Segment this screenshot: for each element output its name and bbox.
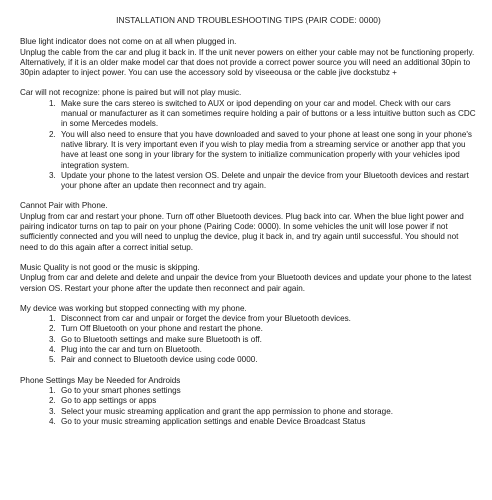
section-body: Unplug the cable from the car and plug it back in. If the unit never powers on either your cable may not be functioning properly. Alternatively, if it is an older make model car that does not provide a correct power source you will need an additional 30pin to 30pin adapter to inject power. You can use the accessory sold by viseeousa or the cable jive dockstubz +	[20, 47, 475, 78]
section-car-not-recognize	[20, 88, 477, 191]
section-heading: Music Quality is not good or the music is skipping.	[20, 262, 200, 272]
section-body: Unplug from car and delete and delete and unpair the device from your Bluetooth devices and update your phone to the latest version OS. Restart your phone after the update then reconnect and pair again.	[20, 273, 472, 293]
section-heading: Car will not recognize: phone is paired but will not play music.	[20, 88, 242, 98]
section-heading: My device was working but stopped connecting with my phone.	[20, 303, 247, 313]
section-heading: Phone Settings May be Needed for Androids	[20, 375, 181, 385]
section-stopped-connecting	[20, 304, 477, 366]
numbered-list	[20, 99, 477, 192]
list-item: 2. Go to app settings or apps	[58, 396, 477, 406]
numbered-list	[20, 314, 477, 365]
section-music-quality	[20, 263, 477, 294]
list-item: 5. Pair and connect to Bluetooth device using code 0000.	[58, 355, 477, 365]
section-cannot-pair	[20, 201, 477, 252]
list-item: 4. Plug into the car and turn on Bluetooth.	[58, 345, 477, 355]
list-item: 1. Make sure the cars stereo is switched to AUX or ipod depending on your car and model. Check with our cars manual or manufacturer as it can sometimes require holding a pair of buttons or a less intuitive button such as CDC in some Mercedes models.	[58, 99, 477, 130]
list-item: 4. Go to your music streaming application settings and enable Device Broadcast Status	[58, 417, 477, 427]
list-item: 3. Update your phone to the latest version OS. Delete and unpair the device from your Bluetooth devices and restart your phone after an update then reconnect and try again.	[58, 171, 477, 192]
list-item: 2. You will also need to ensure that you have downloaded and saved to your phone at least one song in your phone's native library. It is very important even if you wish to play media from a streaming service or another app that you have at least one song in your library for the system to initialize communication properly with your vehicles ipod integration system.	[58, 130, 477, 171]
section-heading: Blue light indicator does not come on at all when plugged in.	[20, 37, 237, 47]
list-item: 3. Go to Bluetooth settings and make sure Bluetooth is off.	[58, 335, 477, 345]
section-heading: Cannot Pair with Phone.	[20, 201, 108, 211]
list-item: 2. Turn Off Bluetooth on your phone and restart the phone.	[58, 324, 477, 334]
list-item: 1. Go to your smart phones settings	[58, 386, 477, 396]
list-item: 1. Disconnect from car and unpair or forget the device from your Bluetooth devices.	[58, 314, 477, 324]
section-android-settings	[20, 376, 477, 427]
section-blue-light	[20, 37, 477, 78]
section-body: Unplug from car and restart your phone. Turn off other Bluetooth devices. Plug back into car. When the blue light power and pairing indicator turns on tap to pair on your phone (Pairing Code: 0000). In some vehicles the unit will lose power if not sufficiently connected and you will need to unplug the device, plug it back in, and try again until successful. You should not need to do this again after a correct initial setup.	[20, 211, 464, 252]
document-title: INSTALLATION AND TROUBLESHOOTING TIPS (PAIR CODE: 0000)	[116, 15, 381, 25]
list-item: 3. Select your music streaming application and grant the app permission to phone and storage.	[58, 407, 477, 417]
numbered-list	[20, 386, 477, 427]
